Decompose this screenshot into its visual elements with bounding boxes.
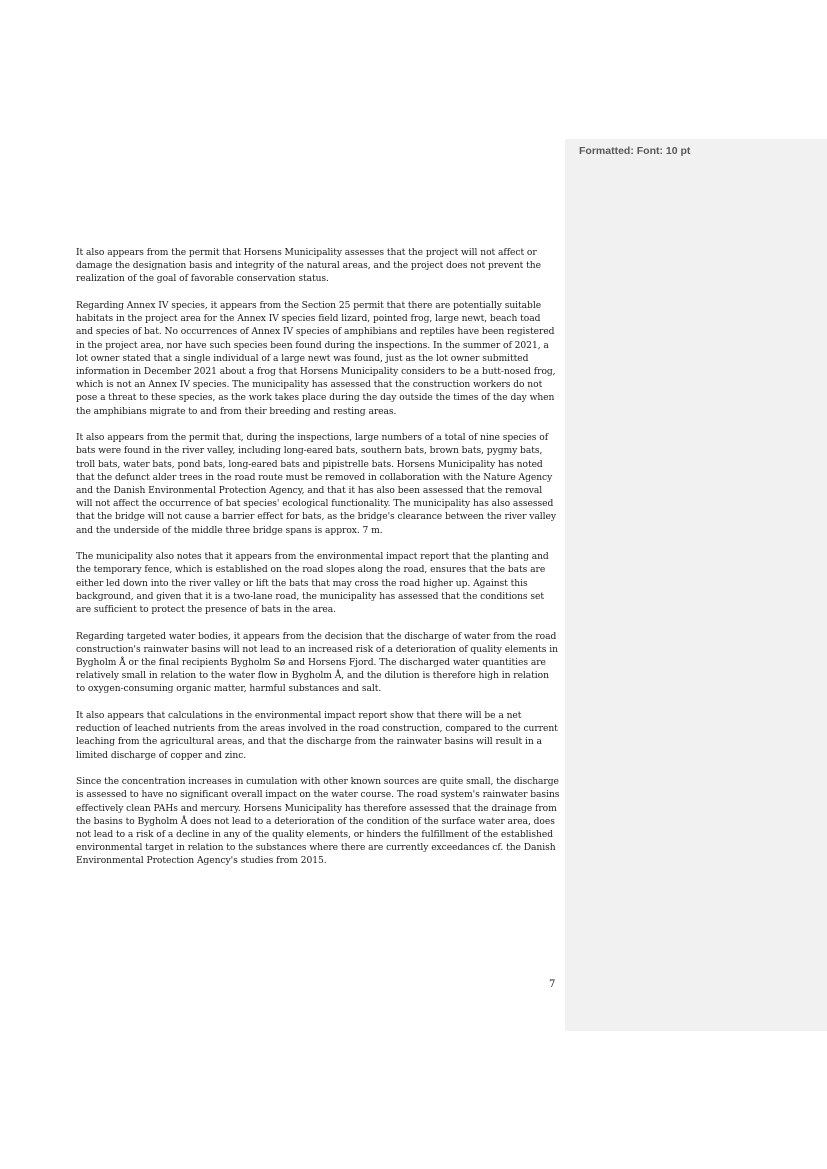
paragraph-cumulative-impact: Since the concentration increases in cumulation with other known sources are quite small, the discharge is assessed to have no significant overall impact on the water course. The road system's rainwater basins effectively clean PAHs and mercury. Horsens Municipality has therefore assessed that the drainage from the basins to Bygholm Å does not lead to a deterioration of the condition of the surface water area, does not lead to a risk of a decline in any of the quality elements, or hinders the fulfillment of the established environmental target in relation to the substances where there are currently exceedances cf. the Danish Environmental Protection Agency's studies from 2015.: [76, 777, 560, 867]
comment-balloon-label: Formatted: Font: 10 pt: [579, 145, 691, 157]
document-body: [76, 247, 560, 882]
paragraph-annex-iv-species: Regarding Annex IV species, it appears from the Section 25 permit that there are potentially suitable habitats in the project area for the Annex IV species field lizard, pointed frog, large newt, beach toad and species of bat. No occurrences of Annex IV species of amphibians and reptiles have been registered in the project area, nor have such species been found during the inspections. In the summer of 2021, a lot owner stated that a single individual of a large newt was found, just as the lot owner submitted information in December 2021 about a frog that Horsens Municipality considers to be a butt-nosed frog, which is not an Annex IV species. The municipality has assessed that the construction workers do not pose a threat to these species, as the work takes place during the day outside the times of the day when the amphibians migrate to and from their breeding and resting areas.: [76, 301, 556, 417]
paragraph-water-bodies: Regarding targeted water bodies, it appears from the decision that the discharge of water from the road construction's rainwater basins will not lead to an increased risk of a deterioration of quality elements in Bygholm Å or the final recipients Bygholm Sø and Horsens Fjord. The discharged water quantities are relatively small in relation to the water flow in Bygholm Å, and the dilution is therefore high in relation to oxygen-consuming organic matter, harmful substances and salt.: [76, 631, 558, 695]
paragraph-natura-integrity: It also appears from the permit that Horsens Municipality assesses that the project will not affect or damage the designation basis and integrity of the natural areas, and the project does not prevent the realization of the goal of favorable conservation status.: [76, 248, 541, 285]
paragraph-nutrient-reduction: It also appears that calculations in the environmental impact report show that there will be a net reduction of leached nutrients from the areas involved in the road construction, compared to the current leaching from the agricultural areas, and that the discharge from the rainwater basins will result in a limited discharge of copper and zinc.: [76, 711, 558, 761]
paragraph-bat-protection: The municipality also notes that it appears from the environmental impact report that the planting and the temporary fence, which is established on the road slopes along the road, ensures that the bats are either led down into the river valley or lift the bats that may cross the road higher up. Against this background, and given that it is a two-lane road, the municipality has assessed that the conditions set are sufficient to protect the presence of bats in the area.: [76, 552, 549, 616]
paragraph-bat-species: It also appears from the permit that, during the inspections, large numbers of a total of nine species of bats were found in the river valley, including long-eared bats, southern bats, brown bats, pygmy bats, troll bats, water bats, pond bats, long-eared bats and pipistrelle bats. Horsens Municipality has noted that the defunct alder trees in the road route must be removed in collaboration with the Nature Agency and the Danish Environmental Protection Agency, and that it has also been assessed that the removal will not affect the occurrence of bat species' ecological functionality. The municipality has also assessed that the bridge will not cause a barrier effect for bats, as the bridge's clearance between the river valley and the underside of the middle three bridge spans is approx. 7 m.: [76, 433, 556, 536]
page-number: 7: [549, 979, 556, 990]
comment-margin-pane: [565, 139, 827, 1031]
